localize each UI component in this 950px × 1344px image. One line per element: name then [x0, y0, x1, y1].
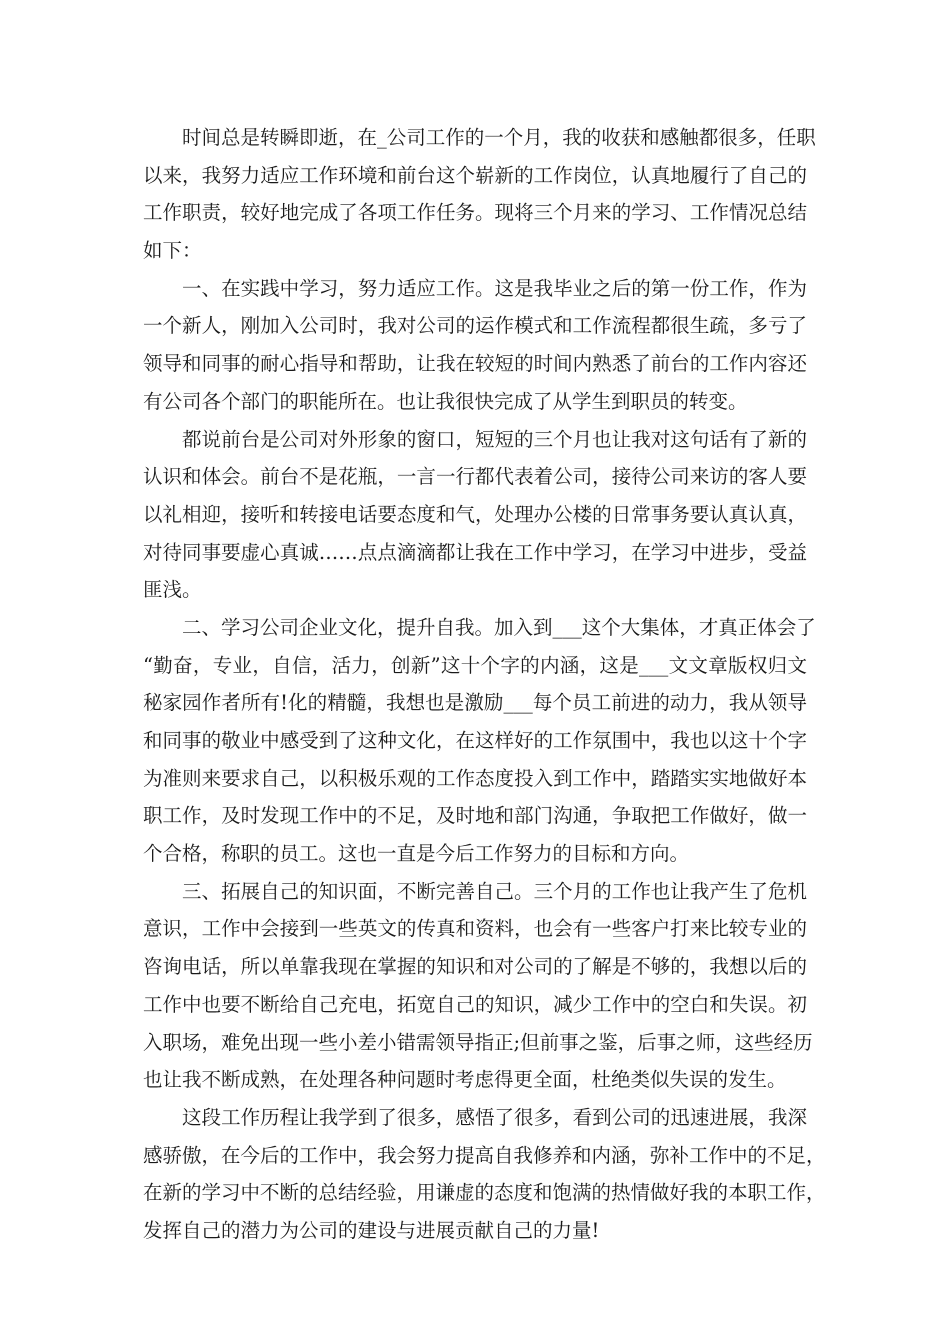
text-line: 秘家园作者所有!化的精髓，我想也是激励___每个员工前进的动力，我从领导: [143, 691, 807, 715]
text-line: 为准则来要求自己，以积极乐观的工作态度投入到工作中，踏踏实实地做好本: [143, 766, 807, 790]
text-line: 咨询电话，所以单靠我现在掌握的知识和对公司的了解是不够的，我想以后的: [143, 955, 807, 979]
text-line: 发挥自己的潜力为公司的建设与进展贡献自己的力量!: [143, 1218, 600, 1242]
text-line: 个合格，称职的员工。这也一直是今后工作努力的目标和方向。: [143, 842, 690, 866]
text-line: 和同事的敬业中感受到了这种文化，在这样好的工作氛围中，我也以这十个字: [143, 729, 807, 752]
text-line: 职工作，及时发现工作中的不足，及时地和部门沟通，争取把工作做好，做一: [143, 804, 807, 828]
text-line: 有公司各个部门的职能所在。也让我很快完成了从学生到职员的转变。: [143, 389, 748, 413]
text-line: 一个新人，刚加入公司时，我对公司的运作模式和工作流程都很生疏，多亏了: [143, 314, 807, 338]
text-line: 工作职责，较好地完成了各项工作任务。现将三个月来的学习、工作情况总结: [143, 201, 807, 225]
text-line: 在新的学习中不断的总结经验，用谦虚的态度和饱满的热情做好我的本职工作，: [143, 1181, 826, 1205]
text-line: 匪浅。: [143, 578, 202, 602]
text-line: 入职场，难免出现一些小差小错需领导指正;但前事之鉴，后事之师，这些经历: [143, 1030, 813, 1054]
text-line: 认识和体会。前台不是花瓶，一言一行都代表着公司，接待公司来访的客人要: [143, 465, 807, 489]
text-line: 都说前台是公司对外形象的窗口，短短的三个月也让我对这句话有了新的: [182, 427, 807, 451]
text-line: 如下：: [143, 239, 202, 263]
text-line: 以礼相迎，接听和转接电话要态度和气，处理办公楼的日常事务要认真认真，: [143, 502, 807, 526]
text-line: 三、拓展自己的知识面，不断完善自己。三个月的工作也让我产生了危机: [182, 879, 807, 903]
document-body: [143, 119, 826, 1250]
text-line: 意识，工作中会接到一些英文的传真和资料，也会有一些客户打来比较专业的: [143, 917, 807, 941]
text-line: 也让我不断成熟，在处理各种问题时考虑得更全面，杜绝类似失误的发生。: [143, 1068, 787, 1092]
text-line: 感骄傲，在今后的工作中，我会努力提高自我修养和内涵，弥补工作中的不足，: [143, 1143, 826, 1167]
text-line: “勤奋，专业，自信，活力，创新”这十个字的内涵，这是___文文章版权归文: [143, 653, 807, 677]
text-line: 对待同事要虚心真诚……点点滴滴都让我在工作中学习，在学习中进步，受益: [143, 540, 807, 564]
text-line: 一、在实践中学习，努力适应工作。这是我毕业之后的第一份工作，作为: [182, 276, 807, 300]
text-line: 以来，我努力适应工作环境和前台这个崭新的工作岗位，认真地履行了自己的: [143, 163, 807, 187]
text-line: 领导和同事的耐心指导和帮助，让我在较短的时间内熟悉了前台的工作内容还: [143, 352, 807, 376]
text-line: 工作中也要不断给自己充电，拓宽自己的知识，减少工作中的空白和失误。初: [143, 992, 807, 1016]
text-line: 这段工作历程让我学到了很多，感悟了很多，看到公司的迅速进展，我深: [182, 1105, 807, 1129]
text-line: 二、学习公司企业文化，提升自我。加入到___这个大集体，才真正体会了: [182, 615, 816, 639]
text-line: 时间总是转瞬即逝，在_公司工作的一个月，我的收获和感触都很多，任职: [182, 126, 816, 149]
